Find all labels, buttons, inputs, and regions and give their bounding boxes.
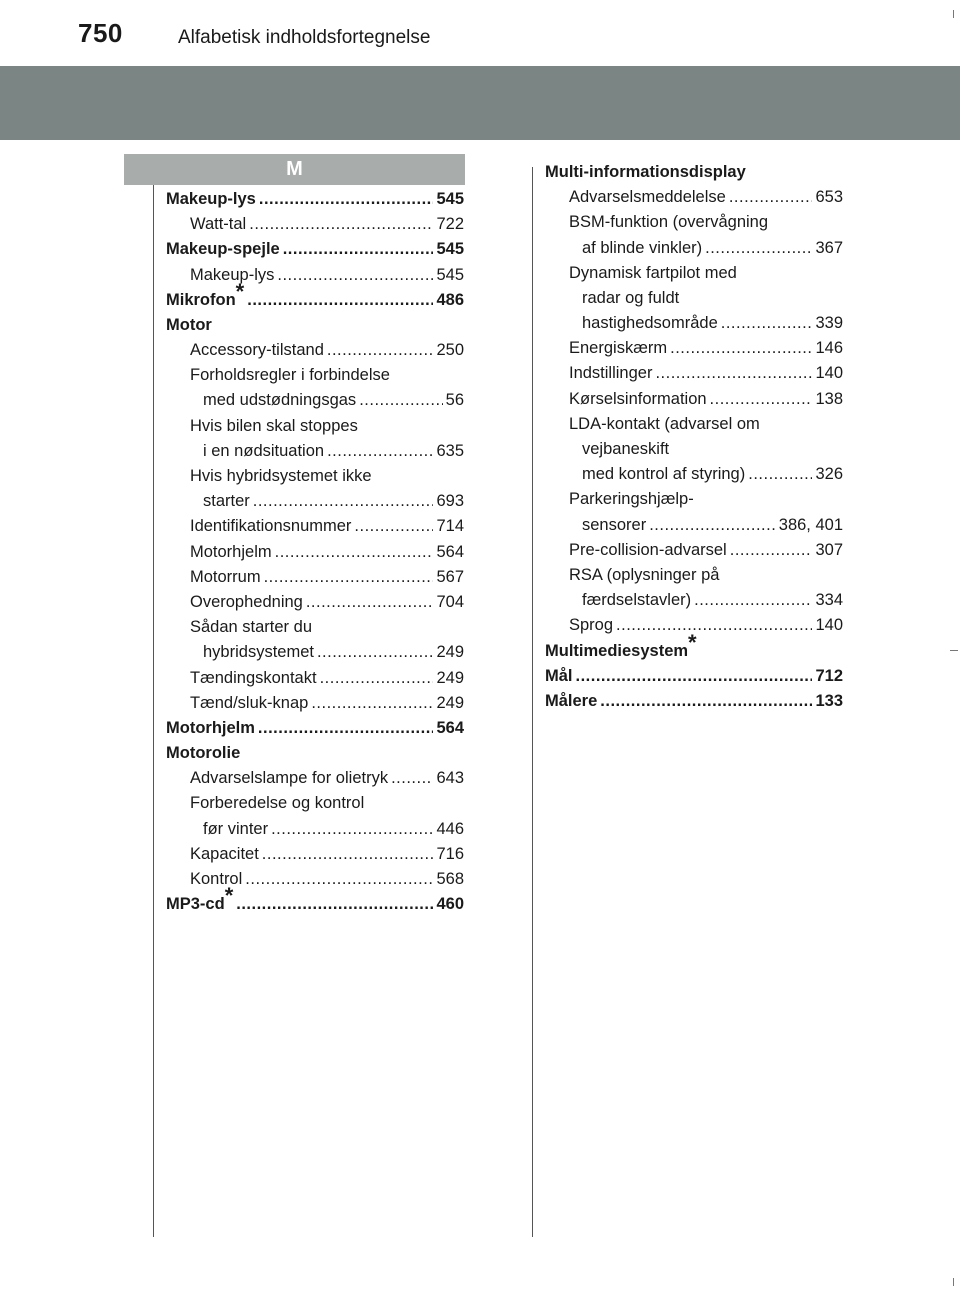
footnote-star: *	[224, 883, 234, 909]
entry-label	[190, 263, 274, 288]
entry-label	[166, 187, 256, 212]
dot-leader	[253, 489, 434, 514]
entry-label	[582, 286, 679, 311]
entry-text: Advarselslampe for olietryk	[190, 769, 389, 788]
dot-leader	[245, 867, 433, 892]
dot-leader	[705, 236, 812, 261]
entry-label	[582, 462, 745, 487]
entry-text: hybridsystemet	[203, 643, 314, 662]
dot-leader	[258, 716, 434, 741]
entry-text: Indstillinger	[569, 364, 653, 383]
index-entry	[166, 666, 464, 691]
entry-label	[190, 540, 272, 565]
entry-text: Motorrum	[190, 567, 261, 586]
entry-page-number: 56	[445, 391, 464, 410]
dot-leader	[354, 514, 433, 539]
index-entry	[545, 387, 843, 412]
entry-label	[203, 388, 356, 413]
dot-leader	[327, 439, 433, 464]
index-entry	[166, 540, 464, 565]
entry-text: Identifikationsnummer	[190, 517, 352, 536]
entry-label	[582, 236, 702, 261]
index-entry	[166, 741, 464, 766]
entry-label	[190, 867, 242, 892]
index-entry	[166, 842, 464, 867]
entry-text: Mikrofon	[166, 290, 236, 309]
entry-text: Tændingskontakt	[190, 668, 317, 687]
index-entry	[545, 538, 843, 563]
entry-text: i en nødsituation	[203, 441, 325, 460]
entry-label	[569, 361, 652, 386]
dot-leader	[277, 263, 433, 288]
entry-text: Makeup-spejle	[166, 240, 280, 259]
index-entry	[545, 261, 843, 286]
entry-page-number: 643	[436, 769, 464, 788]
entry-label	[190, 338, 324, 363]
dot-leader	[275, 540, 434, 565]
index-column-left	[166, 187, 464, 917]
index-entry	[166, 338, 464, 363]
entry-page-number: 567	[436, 567, 464, 586]
dot-leader	[655, 361, 812, 386]
index-entry	[166, 464, 464, 489]
index-entry	[545, 412, 843, 437]
index-entry	[166, 278, 464, 313]
entry-page-number: 446	[436, 819, 464, 838]
entry-label	[190, 615, 312, 640]
entry-page-number: 140	[815, 364, 843, 383]
entry-text: med kontrol af styring)	[582, 465, 746, 484]
dot-leader	[600, 689, 812, 714]
entry-page-number: 249	[436, 643, 464, 662]
entry-text: Tænd/sluk-knap	[190, 693, 309, 712]
dot-leader	[249, 212, 433, 237]
entry-page-number: 712	[815, 666, 843, 685]
entry-label	[203, 640, 314, 665]
entry-text: Forholdsregler i forbindelse	[190, 366, 390, 385]
entry-page-number: 140	[815, 616, 843, 635]
entry-label	[569, 613, 613, 638]
dot-leader	[262, 842, 434, 867]
entry-label	[203, 817, 268, 842]
crop-mark	[950, 650, 958, 651]
footnote-star: *	[688, 629, 697, 655]
index-column-right	[545, 160, 843, 714]
entry-text: Motorhjelm	[190, 542, 272, 561]
entry-text: RSA (oplysninger på	[569, 565, 720, 584]
index-entry	[166, 489, 464, 514]
entry-label	[569, 185, 726, 210]
index-entry	[545, 362, 843, 387]
index-entry	[166, 237, 464, 262]
entry-text: før vinter	[203, 819, 269, 838]
entry-label	[569, 487, 694, 512]
entry-label	[203, 439, 324, 464]
dot-leader	[306, 590, 434, 615]
dot-leader	[320, 666, 434, 691]
entry-label	[166, 313, 212, 338]
entry-page-number: 704	[436, 592, 464, 611]
entry-text: Dynamisk fartpilot med	[569, 263, 737, 282]
index-entry	[166, 716, 464, 741]
dot-leader	[264, 565, 434, 590]
footnote-star: *	[235, 278, 245, 304]
entry-text: sensorer	[582, 515, 647, 534]
entry-text: Multi-informationsdisplay	[545, 162, 746, 181]
entry-label	[190, 666, 317, 691]
entry-page-number: 714	[436, 517, 464, 536]
index-entry	[166, 883, 464, 917]
index-entry	[545, 185, 843, 210]
entry-text: Sprog	[569, 616, 614, 635]
entry-page-number: 716	[436, 844, 464, 863]
index-entry	[166, 212, 464, 237]
entry-page-number: 250	[436, 341, 464, 360]
index-entry	[166, 389, 464, 414]
entry-text: Motor	[166, 315, 212, 334]
index-entry	[166, 792, 464, 817]
entry-page-number: 133	[815, 691, 843, 710]
entry-label	[190, 842, 259, 867]
entry-label	[569, 336, 667, 361]
dot-leader	[710, 387, 813, 412]
index-entry	[166, 867, 464, 892]
entry-page-number: 339	[815, 314, 843, 333]
index-entry	[545, 160, 843, 185]
entry-label	[569, 387, 707, 412]
dot-leader	[236, 892, 433, 917]
entry-text: Watt-tal	[190, 215, 247, 234]
index-entry	[545, 487, 843, 512]
dot-leader	[317, 640, 434, 665]
entry-label	[545, 689, 597, 714]
entry-text: Målere	[545, 691, 598, 710]
entry-label	[545, 629, 697, 664]
entry-text: Makeup-lys	[166, 189, 256, 208]
entry-page-number: 693	[436, 492, 464, 511]
index-entry	[166, 691, 464, 716]
dot-leader	[649, 513, 776, 538]
index-entry	[545, 336, 843, 361]
index-entry	[166, 414, 464, 439]
index-entry	[166, 817, 464, 842]
entry-page-number: 564	[436, 718, 464, 737]
entry-label	[545, 664, 573, 689]
entry-label	[569, 210, 768, 235]
dot-leader	[748, 462, 812, 487]
page-number: 750	[78, 18, 123, 48]
entry-text: LDA-kontakt (advarsel om	[569, 414, 760, 433]
index-entry	[166, 439, 464, 464]
index-entry	[166, 640, 464, 665]
entry-text: Kapacitet	[190, 844, 259, 863]
dot-leader	[670, 336, 812, 361]
entry-text: Kontrol	[190, 870, 243, 889]
entry-page-number: 146	[815, 339, 843, 358]
entry-page-number: 249	[436, 668, 464, 687]
index-entry	[545, 588, 843, 613]
dot-leader	[391, 766, 433, 791]
entry-text: Overophedning	[190, 592, 303, 611]
entry-label	[203, 489, 250, 514]
index-entry	[166, 615, 464, 640]
entry-label	[545, 160, 746, 185]
entry-label	[166, 716, 255, 741]
entry-page-number: 326	[815, 465, 843, 484]
entry-label	[166, 278, 245, 313]
entry-page-number: 386, 401	[778, 515, 843, 534]
index-entry	[545, 437, 843, 462]
index-entry	[166, 313, 464, 338]
entry-page-number: 367	[815, 238, 843, 257]
column-rule-right	[532, 167, 533, 1237]
page-title: Alfabetisk indholdsfortegnelse	[178, 27, 431, 48]
index-entry	[166, 514, 464, 539]
crop-mark	[953, 10, 954, 18]
index-entry	[166, 565, 464, 590]
entry-text: Sådan starter du	[190, 618, 312, 637]
index-entry	[545, 689, 843, 714]
index-entry	[545, 286, 843, 311]
entry-text: Makeup-lys	[190, 265, 275, 284]
entry-page-number: 635	[436, 441, 464, 460]
entry-page-number: 486	[436, 290, 464, 309]
entry-text: Mål	[545, 666, 573, 685]
entry-page-number: 545	[436, 189, 464, 208]
index-entry	[545, 563, 843, 588]
entry-page-number: 568	[436, 870, 464, 889]
dot-leader	[311, 691, 433, 716]
entry-page-number: 460	[436, 895, 464, 914]
entry-label	[166, 883, 234, 917]
entry-label	[190, 414, 358, 439]
entry-label	[190, 766, 388, 791]
index-entry	[545, 311, 843, 336]
entry-text: Hvis bilen skal stoppes	[190, 416, 358, 435]
entry-label	[190, 464, 372, 489]
entry-page-number: 545	[436, 265, 464, 284]
entry-label	[190, 691, 308, 716]
index-entry	[545, 236, 843, 261]
index-entry	[545, 629, 843, 664]
entry-text: starter	[203, 492, 250, 511]
index-entry	[166, 766, 464, 791]
entry-label	[569, 563, 719, 588]
entry-label	[569, 412, 760, 437]
dot-leader	[283, 237, 434, 262]
entry-text: Energiskærm	[569, 339, 668, 358]
entry-text: Parkeringshjælp-	[569, 490, 694, 509]
column-rule-left	[153, 185, 154, 1237]
entry-text: Advarselsmeddelelse	[569, 188, 726, 207]
dot-leader	[247, 288, 433, 313]
entry-label	[190, 514, 351, 539]
dot-leader	[359, 388, 442, 413]
entry-text: radar og fuldt	[582, 288, 680, 307]
entry-page-number: 138	[815, 389, 843, 408]
dot-leader	[616, 613, 812, 638]
dot-leader	[730, 538, 813, 563]
index-entry	[545, 210, 843, 235]
entry-label	[190, 565, 261, 590]
dot-leader	[729, 185, 813, 210]
entry-text: Forberedelse og kontrol	[190, 794, 365, 813]
entry-page-number: 545	[436, 240, 464, 259]
entry-text: BSM-funktion (overvågning	[569, 213, 769, 232]
dot-leader	[271, 817, 433, 842]
entry-text: Kørselsinformation	[569, 389, 707, 408]
entry-text: Multimediesystem	[545, 641, 689, 660]
entry-page-number: 307	[815, 540, 843, 559]
entry-label	[582, 437, 669, 462]
dot-leader	[259, 187, 434, 212]
entry-page-number: 249	[436, 693, 464, 712]
section-letter-tab: M	[124, 154, 465, 185]
entry-text: af blinde vinkler)	[582, 238, 703, 257]
dot-leader	[327, 338, 434, 363]
entry-label	[569, 538, 727, 563]
entry-text: Motorolie	[166, 744, 241, 763]
entry-text: Accessory-tilstand	[190, 341, 324, 360]
index-entry	[545, 664, 843, 689]
entry-page-number: 653	[815, 188, 843, 207]
index-entry	[545, 513, 843, 538]
entry-page-number: 722	[436, 215, 464, 234]
entry-text: med udstødningsgas	[203, 391, 357, 410]
entry-text: Pre-collision-advarsel	[569, 540, 727, 559]
index-entry	[166, 590, 464, 615]
entry-page-number: 564	[436, 542, 464, 561]
entry-label	[190, 212, 246, 237]
entry-text: Hvis hybridsystemet ikke	[190, 467, 372, 486]
entry-label	[190, 791, 364, 816]
entry-text: Motorhjelm	[166, 718, 255, 737]
dot-leader	[576, 664, 813, 689]
index-entry	[545, 462, 843, 487]
entry-page-number: 334	[815, 591, 843, 610]
entry-text: færdselstavler)	[582, 591, 692, 610]
entry-label	[190, 590, 303, 615]
index-entry	[166, 363, 464, 388]
dot-leader	[694, 588, 812, 613]
entry-label	[582, 513, 646, 538]
entry-label	[569, 261, 737, 286]
crop-mark	[953, 1278, 954, 1286]
entry-text: hastighedsområde	[582, 314, 718, 333]
index-entry	[166, 263, 464, 288]
dot-leader	[721, 311, 813, 336]
entry-label	[582, 311, 718, 336]
entry-label	[166, 237, 280, 262]
header-band	[0, 66, 960, 140]
index-entry	[166, 187, 464, 212]
entry-label	[166, 741, 240, 766]
entry-label	[190, 363, 390, 388]
entry-label	[582, 588, 691, 613]
entry-text: MP3-cd	[166, 895, 225, 914]
entry-text: vejbaneskift	[582, 440, 670, 459]
